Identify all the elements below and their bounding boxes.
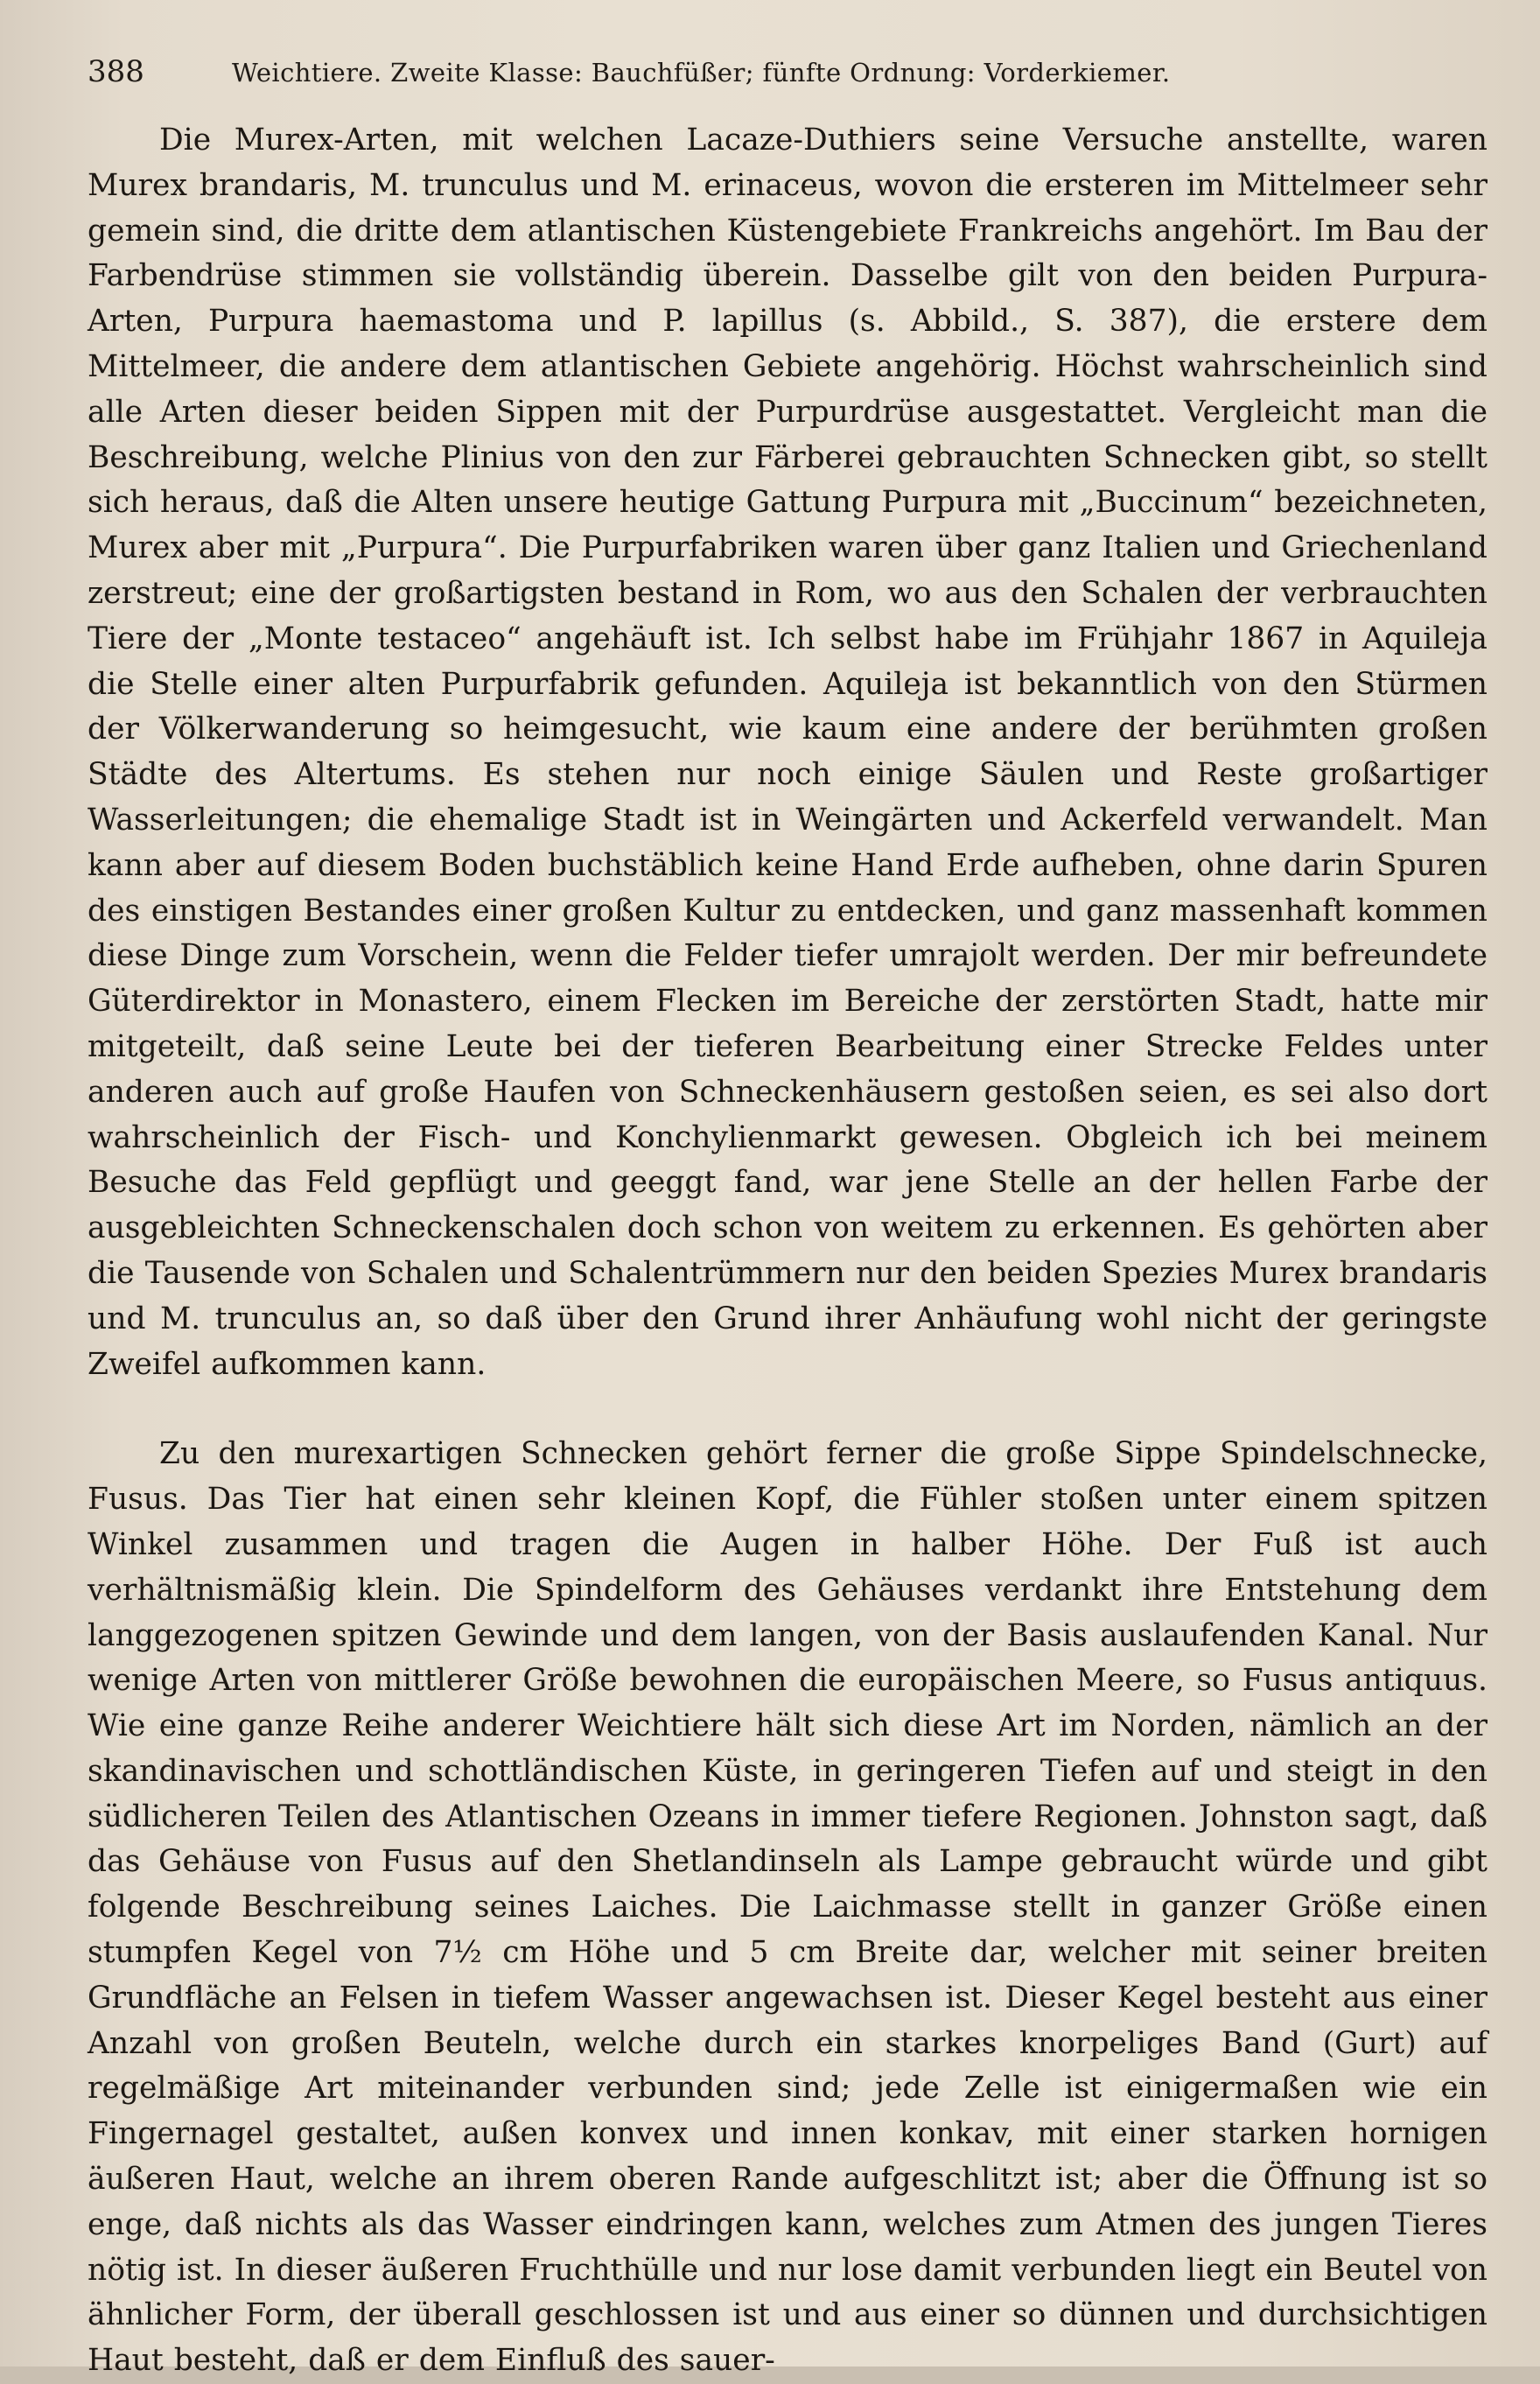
page-header: [88, 54, 1488, 96]
page-body: [88, 118, 1488, 2384]
paragraph-murex-purpura: Die Murex-Arten, mit welchen Lacaze-Duthiers seine Versuche anstellte, waren Murex brandaris, M. trunculus und M. erinaceus, wovon die ersteren im Mittelmeer sehr gemein sind, die dritte dem atlantischen Küstengebiete Frankreichs angehört. Im Bau der Farbendrüse stimmen sie vollständig überein. Dasselbe gilt von den beiden Purpura-Arten, Purpura haemastoma und P. lapillus (s. Abbild., S. 387), die erstere dem Mittelmeer, die andere dem atlantischen Gebiete angehörig. Höchst wahrscheinlich sind alle Arten dieser beiden Sippen mit der Purpurdrüse ausgestattet. Vergleicht man die Beschreibung, welche Plinius von den zur Färberei gebrauchten Schnecken gibt, so stellt sich heraus, daß die Alten unsere heutige Gattung Purpura mit „Buccinum“ bezeichneten, Murex aber mit „Purpura“. Die Purpurfabriken waren über ganz Italien und Griechenland zerstreut; eine der großartigsten bestand in Rom, wo aus den Schalen der verbrauchten Tiere der „Monte testaceo“ angehäuft ist. Ich selbst habe im Frühjahr 1867 in Aquileja die Stelle einer alten Purpurfabrik gefunden. Aquileja ist bekanntlich von den Stürmen der Völkerwanderung so heimgesucht, wie kaum eine andere der berühmten großen Städte des Altertums. Es stehen nur noch einige Säulen und Reste großartiger Wasserleitungen; die ehemalige Stadt ist in Weingärten und Ackerfeld verwandelt. Man kann aber auf diesem Boden buchstäblich keine Hand Erde aufheben, ohne darin Spuren des einstigen Bestandes einer großen Kultur zu entdecken, und ganz massenhaft kommen diese Dinge zum Vorschein, wenn die Felder tiefer umrajolt werden. Der mir befreundete Güterdirektor in Monastero, einem Flecken im Bereiche der zerstörten Stadt, hatte mir mitgeteilt, daß seine Leute bei der tieferen Bearbeitung einer Strecke Feldes unter anderen auch auf große Haufen von Schneckenhäusern gestoßen seien, es sei also dort wahrscheinlich der Fisch- und Konchylienmarkt gewesen. Obgleich ich bei meinem Besuche das Feld gepflügt und geeggt fand, war jene Stelle an der hellen Farbe der ausgebleichten Schneckenschalen doch schon von weitem zu erkennen. Es gehörten aber die Tausende von Schalen und Schalentrümmern nur den beiden Spezies Murex brandaris und M. trunculus an, so daß über den Grund ihrer Anhäufung wohl nicht der geringste Zweifel aufkommen kann.: [88, 123, 1488, 1382]
paragraph-fusus: Zu den murexartigen Schnecken gehört ferner die große Sippe Spindelschnecke, Fusus. Das Tier hat einen sehr kleinen Kopf, die Fühler stoßen unter einem spitzen Winkel zusammen und tragen die Augen in halber Höhe. Der Fuß ist auch verhältnismäßig klein. Die Spindelform des Gehäuses verdankt ihre Entstehung dem langgezogenen spitzen Gewinde und dem langen, von der Basis auslaufenden Kanal. Nur wenige Arten von mittlerer Größe bewohnen die europäischen Meere, so Fusus antiquus. Wie eine ganze Reihe anderer Weichtiere hält sich diese Art im Norden, nämlich an der skandinavischen und schottländischen Küste, in geringeren Tiefen auf und steigt in den südlicheren Teilen des Atlantischen Ozeans in immer tiefere Regionen. Johnston sagt, daß das Gehäuse von Fusus auf den Shetlandinseln als Lampe gebraucht würde und gibt folgende Beschreibung seines Laiches. Die Laichmasse stellt in ganzer Größe einen stumpfen Kegel von 7½ cm Höhe und 5 cm Breite dar, welcher mit seiner breiten Grundfläche an Felsen in tiefem Wasser angewachsen ist. Dieser Kegel besteht aus einer Anzahl von großen Beuteln, welche durch ein starkes knorpeliges Band (Gurt) auf regelmäßige Art miteinander verbunden sind; jede Zelle ist einigermaßen wie ein Fingernagel gestaltet, außen konvex und innen konkav, mit einer starken hornigen äußeren Haut, welche an ihrem oberen Rande aufgeschlitzt ist; aber die Öffnung ist so enge, daß nichts als das Wasser eindringen kann, welches zum Atmen des jungen Tieres nötig ist. In dieser äußeren Fruchthülle und nur lose damit verbunden liegt ein Beutel von ähnlicher Form, der überall geschlossen ist und aus einer so dünnen und durchsichtigen Haut besteht, daß er dem Einfluß des sauer-: [88, 1436, 1488, 2379]
running-head: Weichtiere. Zweite Klasse: Bauchfüßer; fünfte Ordnung: Vorderkiemer.: [232, 58, 1171, 88]
page-number: 388: [88, 54, 144, 89]
